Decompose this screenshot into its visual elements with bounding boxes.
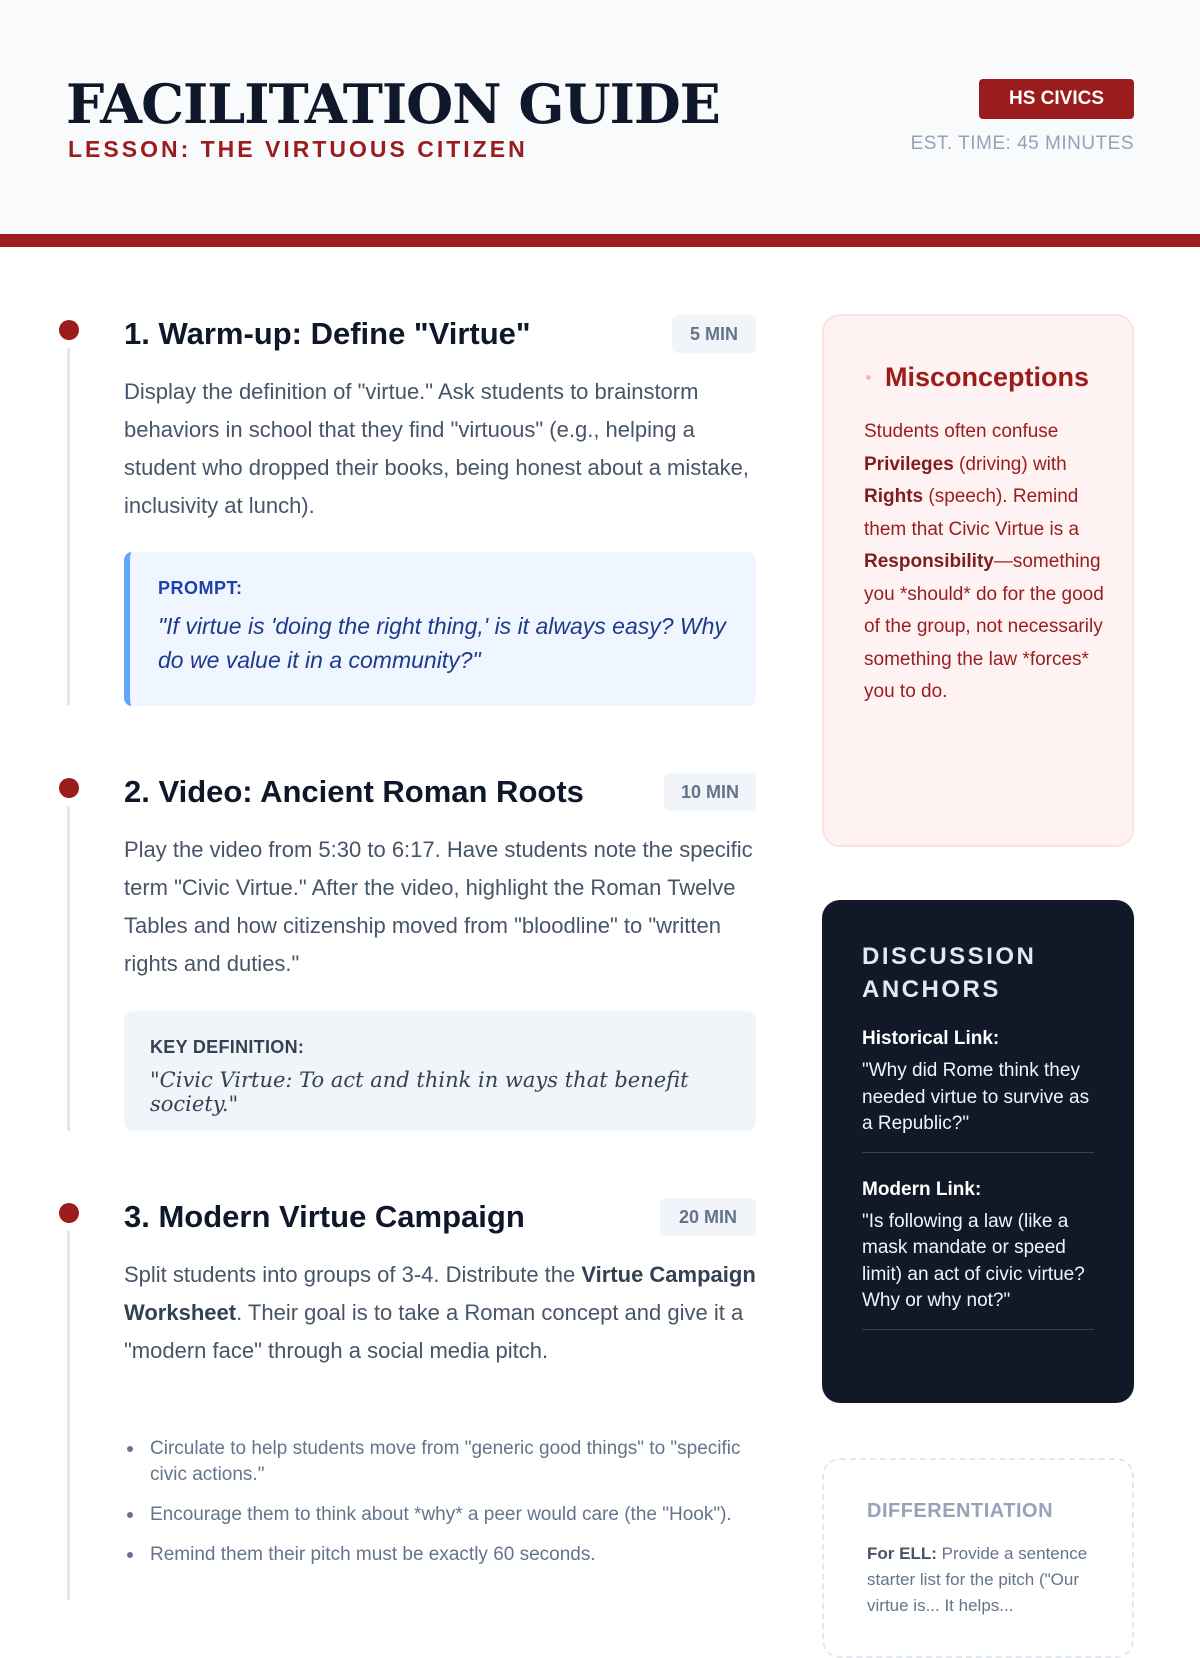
anchor-question: "Why did Rome think they needed virtue to survive as a Republic?"	[862, 1060, 1090, 1134]
text-run: Students often confuse	[864, 421, 1059, 442]
term-privileges: Privileges	[864, 453, 954, 475]
prompt-text: "If virtue is 'doing the right thing,' is it always easy? Why do we value it in a community?"	[158, 613, 726, 673]
anchor-label: Modern Link:	[862, 1178, 982, 1200]
text-run: (driving) with	[953, 453, 1067, 475]
time-chip: 10 MIN	[664, 773, 756, 811]
timeline-dot	[59, 778, 79, 798]
text-run: —something you *should* do for the good of the group, not necessarily something the law *forces* you to do.	[864, 551, 1104, 702]
step-title: 2. Video: Ancient Roman Roots	[124, 774, 584, 809]
anchor-item-modern	[862, 1179, 1094, 1330]
differentiation-card	[822, 1458, 1134, 1658]
subject-badge: HS CIVICS	[979, 79, 1134, 119]
timeline-line	[67, 1231, 70, 1600]
differentiation-title: DIFFERENTIATION	[867, 1500, 1054, 1522]
step-title: 3. Modern Virtue Campaign	[124, 1199, 525, 1234]
discussion-anchors-card	[822, 900, 1134, 1403]
prompt-label: PROMPT:	[158, 578, 243, 598]
anchor-label: Historical Link:	[862, 1028, 1000, 1049]
time-chip: 5 MIN	[672, 315, 756, 353]
estimated-time: EST. TIME: 45 MINUTES	[910, 133, 1134, 154]
time-chip: 20 MIN	[660, 1198, 756, 1236]
misconceptions-card	[822, 314, 1134, 847]
key-definition-box	[124, 1011, 756, 1131]
description-text: . Their goal is to take a Roman concept and give it a "modern face" through a social media pitch.	[124, 1300, 744, 1363]
misconceptions-text	[864, 416, 1104, 709]
page-title: FACILITATION GUIDE	[66, 72, 720, 136]
timeline-dot	[59, 320, 79, 340]
misconceptions-title: Misconceptions	[885, 362, 1090, 392]
differentiation-text	[867, 1541, 1090, 1619]
misconceptions-header	[864, 362, 1089, 393]
facilitation-tips	[124, 1436, 756, 1582]
step-description: Display the definition of "virtue." Ask students to brainstorm behaviors in school that they find "virtuous" (e.g., helping a student who dropped their books, being honest about a mistake, inclusivity at lunch).	[124, 379, 749, 518]
term-rights: Rights	[864, 486, 924, 507]
anchor-question: "Is following a law (like a mask mandate or speed limit) an act of civic virtue? Why or why not?"	[862, 1210, 1085, 1311]
worksheet-name: Virtue Campaign Worksheet	[124, 1262, 756, 1325]
definition-text: "Civic Virtue: To act and think in ways that benefit society."	[150, 1068, 689, 1116]
step-description: Play the video from 5:30 to 6:17. Have students note the specific term "Civic Virtue." After the video, highlight the Roman Twelve Tables and how citizenship moved from "bloodline" to "written rights and duties."	[124, 837, 753, 976]
list-item: Encourage them to think about *why* a peer would care (the "Hook").	[124, 1502, 756, 1528]
step-title: 1. Warm-up: Define "Virtue"	[124, 316, 531, 351]
step-description	[124, 1256, 756, 1370]
lesson-subtitle: LESSON: THE VIRTUOUS CITIZEN	[68, 136, 528, 162]
bullet-dot-icon	[866, 375, 871, 380]
term-responsibility: Responsibility	[864, 551, 994, 572]
description-text: Split students into groups of 3-4. Distribute the	[124, 1262, 582, 1287]
timeline-line	[67, 806, 70, 1131]
discussion-title: DISCUSSION ANCHORS	[862, 943, 1037, 1003]
timeline-dot	[59, 1203, 79, 1223]
prompt-callout	[124, 552, 756, 706]
timeline-line	[67, 348, 70, 705]
text-run: (speech). Remind them that Civic Virtue is a	[864, 486, 1080, 540]
definition-label: KEY DEFINITION:	[150, 1037, 305, 1057]
list-item: Circulate to help students move from "generic good things" to "specific civic actions."	[124, 1436, 756, 1488]
anchor-item-historical	[862, 1028, 1094, 1153]
page-header	[0, 0, 1200, 234]
ell-text: Provide a sentence starter list for the pitch ("Our virtue is... It helps...	[867, 1544, 1088, 1615]
header-divider	[0, 234, 1200, 247]
ell-label: For ELL:	[867, 1544, 937, 1563]
list-item: Remind them their pitch must be exactly 60 seconds.	[124, 1542, 756, 1568]
